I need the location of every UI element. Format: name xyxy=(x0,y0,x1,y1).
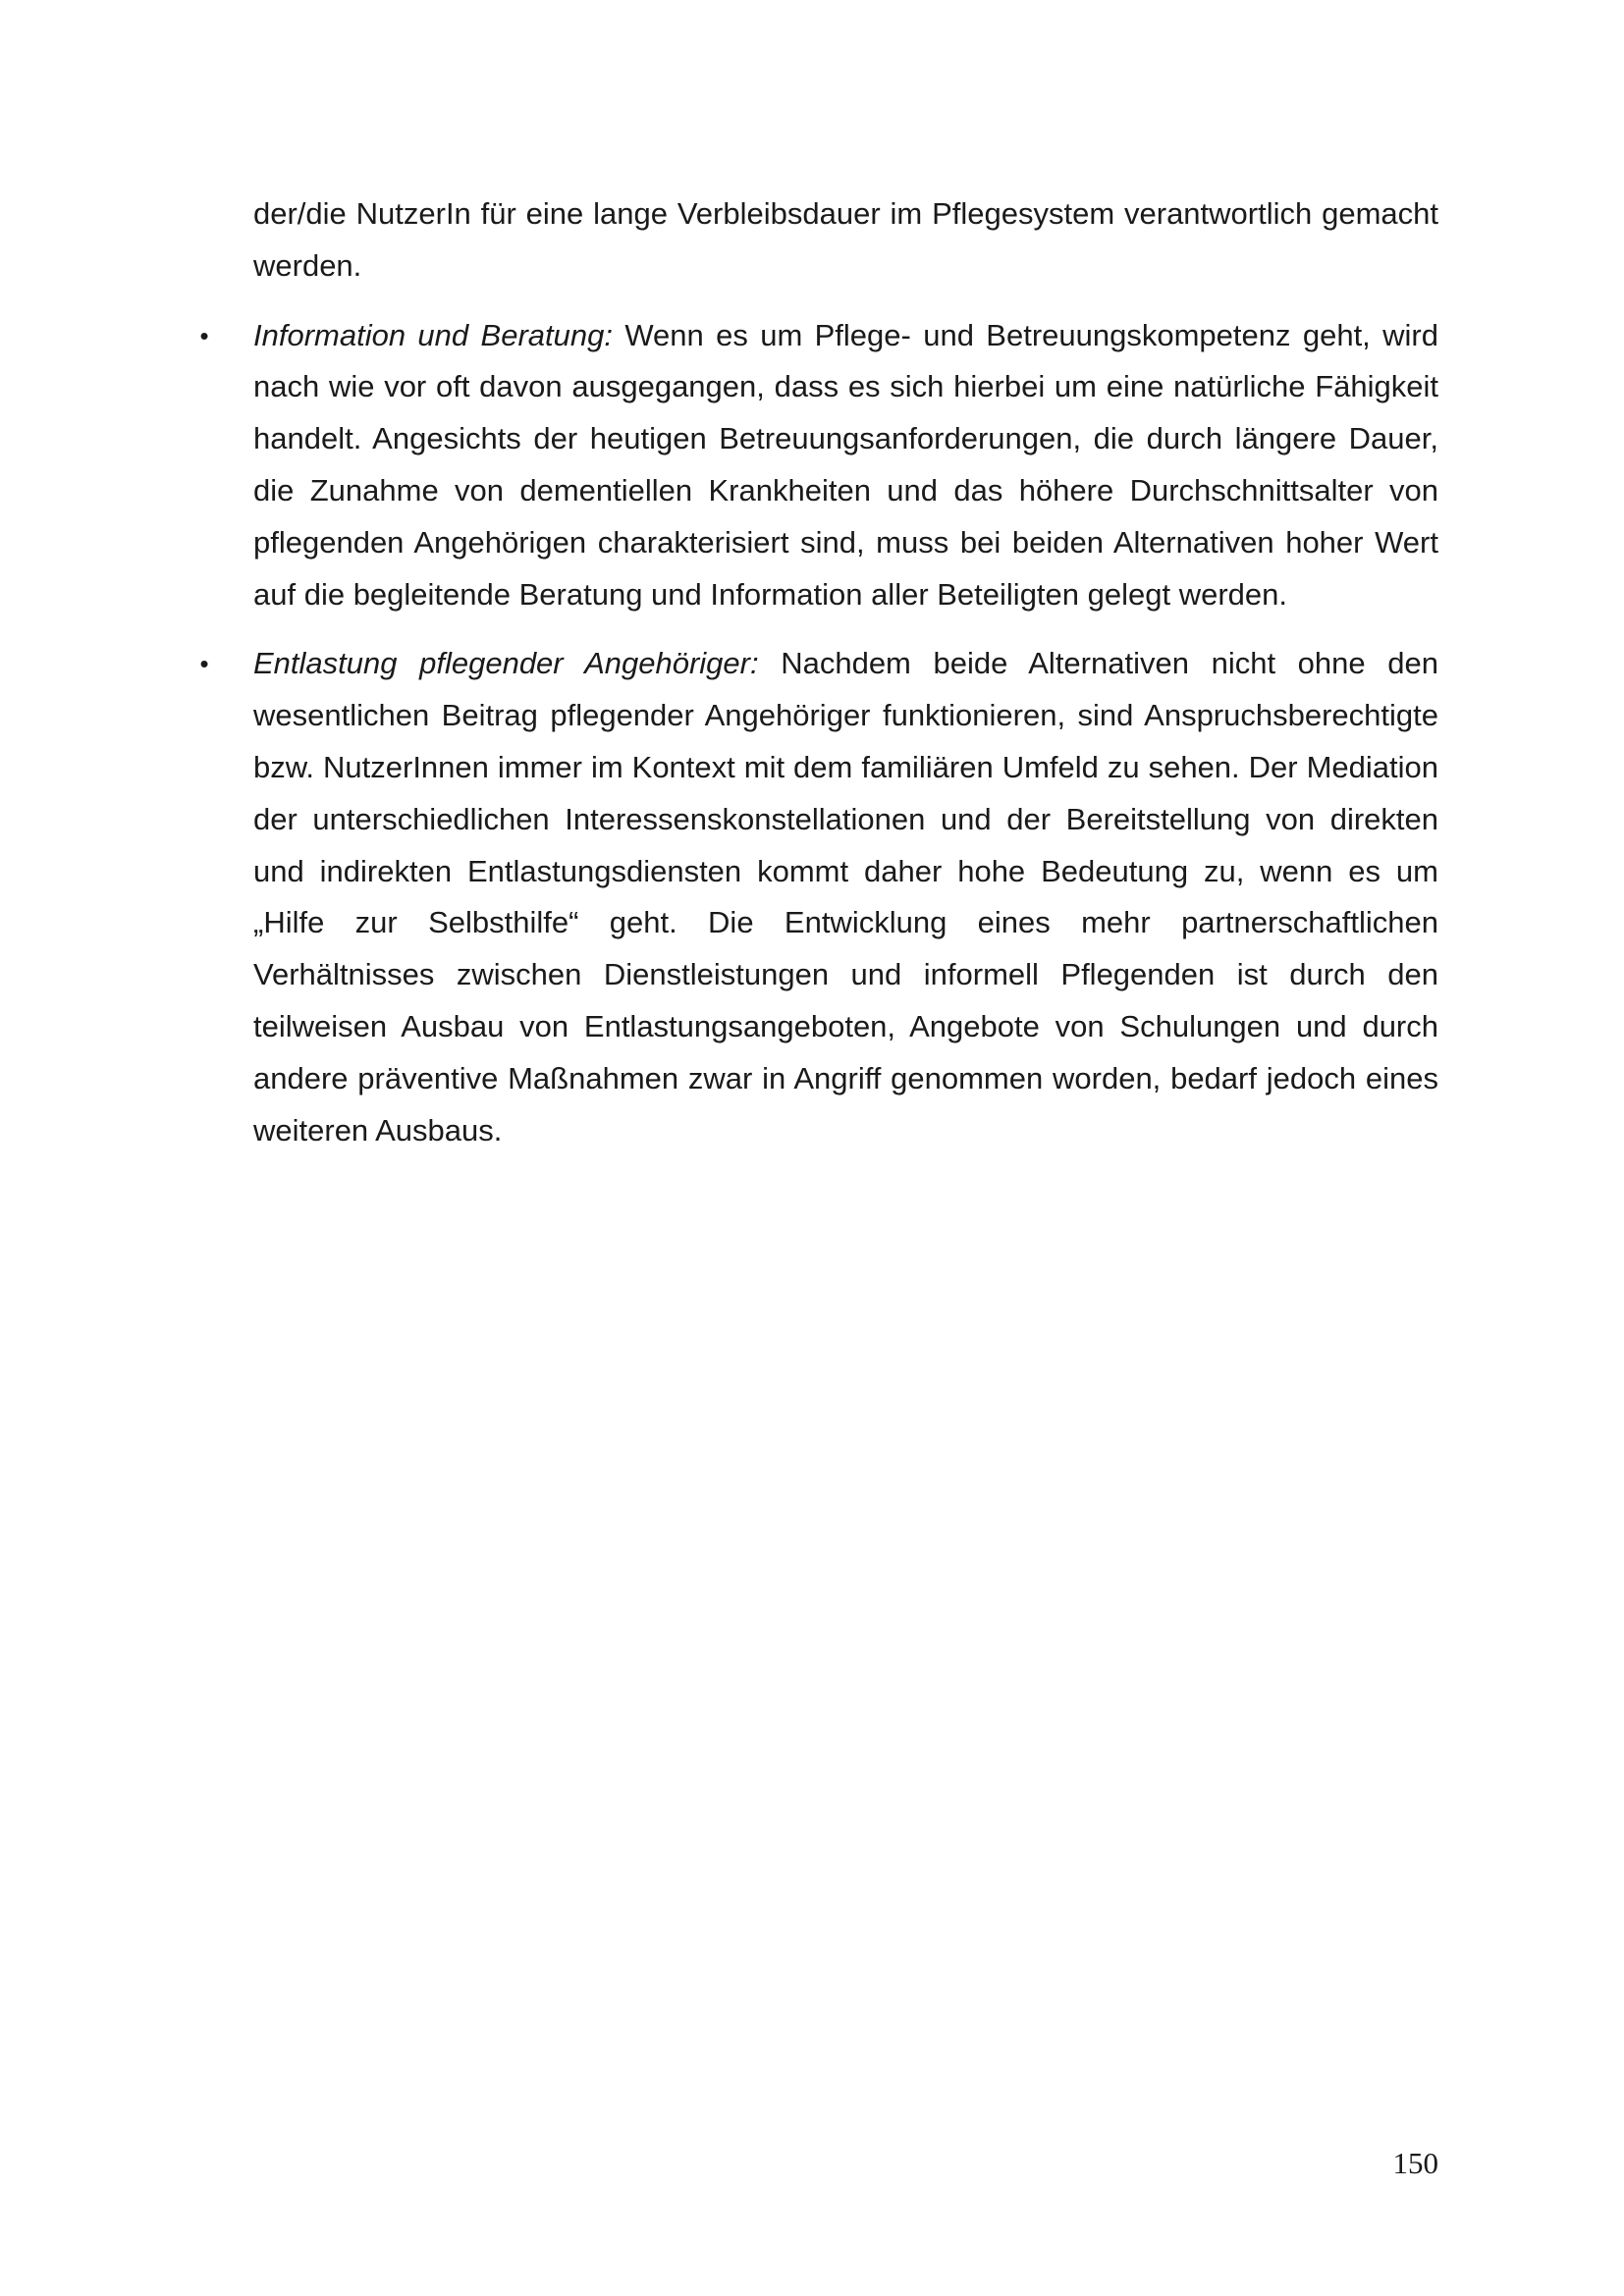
bullet-text: Wenn es um Pflege- und Betreuungskompetenz geht, wird nach wie vor oft davon ausgegangen, dass es sich hierbei um eine natürliche Fähigkeit handelt. Angesichts der heutigen Betreuungsanforderungen, die durch längere Dauer, die Zunahme von dementiellen Krankheiten und das höhere Durchschnittsalter von pflegenden Angehörigen charakterisiert sind, muss bei beiden Alternativen hoher Wert auf die begleitende Beratung und Information aller Beteiligten gelegt werden. xyxy=(253,317,1438,612)
bullet-item-information xyxy=(199,310,1438,621)
bullet-term: Entlastung pflegender Angehöriger: xyxy=(253,646,759,681)
bullet-icon: • xyxy=(199,320,209,350)
bullet-term: Information und Beratung: xyxy=(253,317,613,352)
bullet-item-entlastung xyxy=(199,638,1438,1156)
continuation-paragraph: der/die NutzerIn für eine lange Verbleibsdauer im Pflegesystem verantwortlich gemacht werden. xyxy=(253,196,1438,283)
body-text xyxy=(199,188,1438,1174)
page-number: 150 xyxy=(1392,2146,1438,2180)
bullet-icon: • xyxy=(199,649,209,679)
bullet-text: Nachdem beide Alternativen nicht ohne den wesentlichen Beitrag pflegender Angehöriger funktionieren, sind Anspruchsberechtigte bzw. NutzerInnen immer im Kontext mit dem familiären Umfeld zu sehen. Der Mediation der unterschiedlichen Interessenskonstellationen und der Bereitstellung von direkten und indirekten Entlastungsdiensten kommt daher hohe Bedeutung zu, wenn es um „Hilfe zur Selbsthilfe“ geht. Die Entwicklung eines mehr partnerschaftlichen Verhältnisses zwischen Dienstleistungen und informell Pflegenden ist durch den teilweisen Ausbau von Entlastungsangeboten, Angebote von Schulungen und durch andere präventive Maßnahmen zwar in Angriff genommen worden, bedarf jedoch eines weiteren Ausbaus. xyxy=(253,646,1438,1148)
